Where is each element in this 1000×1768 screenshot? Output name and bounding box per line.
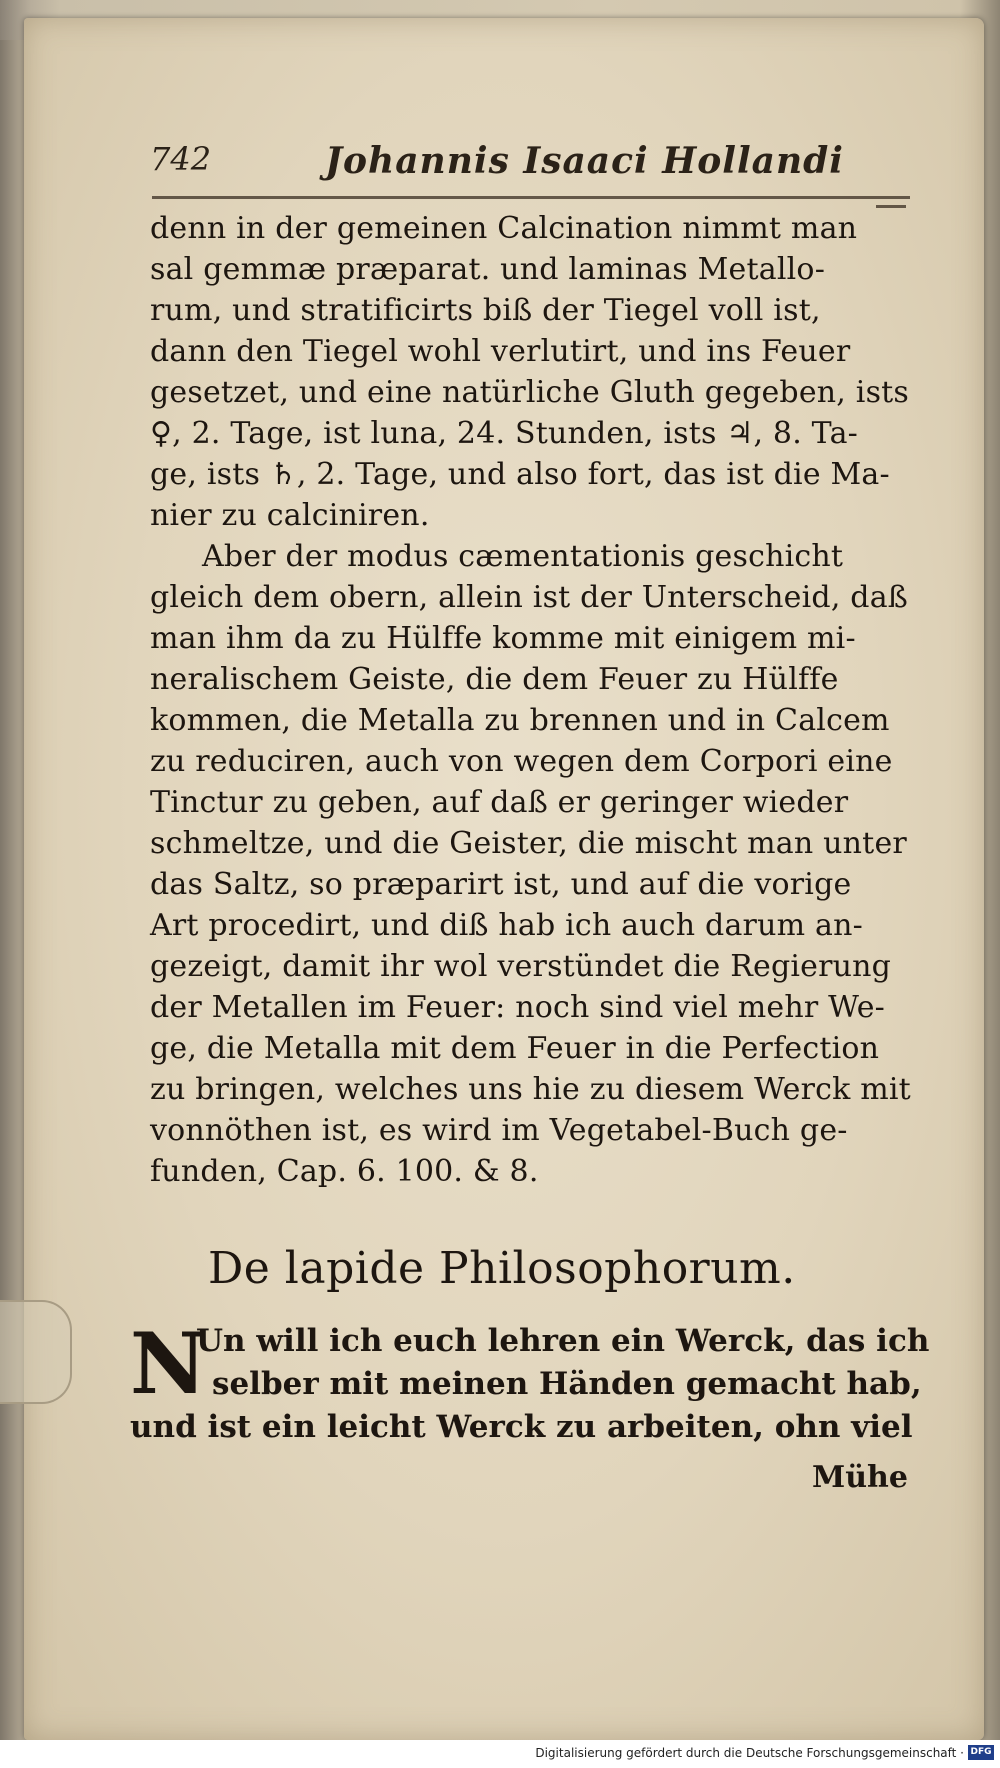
page-number: 742	[150, 140, 212, 178]
text-line: denn in der gemeinen Calcination nimmt man	[150, 211, 858, 246]
funding-credit: Digitalisierung gefördert durch die Deutsche Forschungsgemeinschaft ·	[535, 1746, 964, 1760]
text-line: schmeltze, und die Geister, die mischt man unter	[150, 826, 907, 861]
section-heading: De lapide Philosophorum.	[208, 1243, 796, 1294]
text-line: sal gemmæ præparat. und laminas Metallo-	[150, 252, 826, 287]
text-line: man ihm da zu Hülffe komme mit einigem mi-	[150, 621, 856, 656]
text-line: vonnöthen ist, es wird im Vegetabel-Buch ge-	[150, 1113, 848, 1148]
header-rule	[152, 196, 910, 199]
text-line: das Saltz, so præparirt ist, und auf die vorige	[150, 867, 852, 902]
running-head: Johannis Isaaci Hollandi	[325, 140, 844, 182]
text-line: gleich dem obern, allein ist der Unterscheid, daß	[150, 580, 909, 615]
text-line: Un will ich euch lehren ein Werck, das ich	[196, 1323, 930, 1359]
page-left-edge	[0, 40, 26, 1740]
text-line: Art procedirt, und diß hab ich auch darum an-	[150, 908, 863, 943]
main-text	[150, 208, 915, 1192]
text-line: Aber der modus cæmentationis geschicht	[202, 539, 844, 574]
text-line: neralischem Geiste, die dem Feuer zu Hülffe	[150, 662, 839, 697]
text-line: ♀, 2. Tage, ist luna, 24. Stunden, ists ♃, 8. Ta-	[150, 416, 858, 451]
page-tab-marker	[0, 1300, 72, 1404]
text-line: rum, und stratificirts biß der Tiegel voll ist,	[150, 293, 821, 328]
text-line: nier zu calciniren.	[150, 498, 430, 533]
page-header	[150, 140, 920, 190]
text-line: gezeigt, damit ihr wol verstündet die Regierung	[150, 949, 892, 984]
text-line: selber mit meinen Händen gemacht hab,	[212, 1366, 922, 1402]
text-line: der Metallen im Feuer: noch sind viel mehr We-	[150, 990, 886, 1025]
text-line: ge, die Metalla mit dem Feuer in die Perfection	[150, 1031, 880, 1066]
catchword: Mühe	[812, 1460, 908, 1495]
text-line: zu reduciren, auch von wegen dem Corpori eine	[150, 744, 893, 779]
text-line: dann den Tiegel wohl verlutirt, und ins Feuer	[150, 334, 851, 369]
text-line: ge, ists ♄, 2. Tage, und also fort, das ist die Ma-	[150, 457, 890, 492]
text-line: Tinctur zu geben, auf daß er geringer wieder	[150, 785, 849, 820]
text-line: gesetzet, und eine natürliche Gluth gegeben, ists	[150, 375, 910, 410]
drop-cap: N	[130, 1314, 207, 1413]
text-line: funden, Cap. 6. 100. & 8.	[150, 1154, 539, 1189]
section-text	[130, 1314, 930, 1449]
text-line: zu bringen, welches uns hie zu diesem Werck mit	[150, 1072, 911, 1107]
text-line: kommen, die Metalla zu brennen und in Calcem	[150, 703, 890, 738]
text-line: und ist ein leicht Werck zu arbeiten, ohn viel	[130, 1409, 913, 1445]
dfg-logo: DFG	[968, 1745, 994, 1760]
